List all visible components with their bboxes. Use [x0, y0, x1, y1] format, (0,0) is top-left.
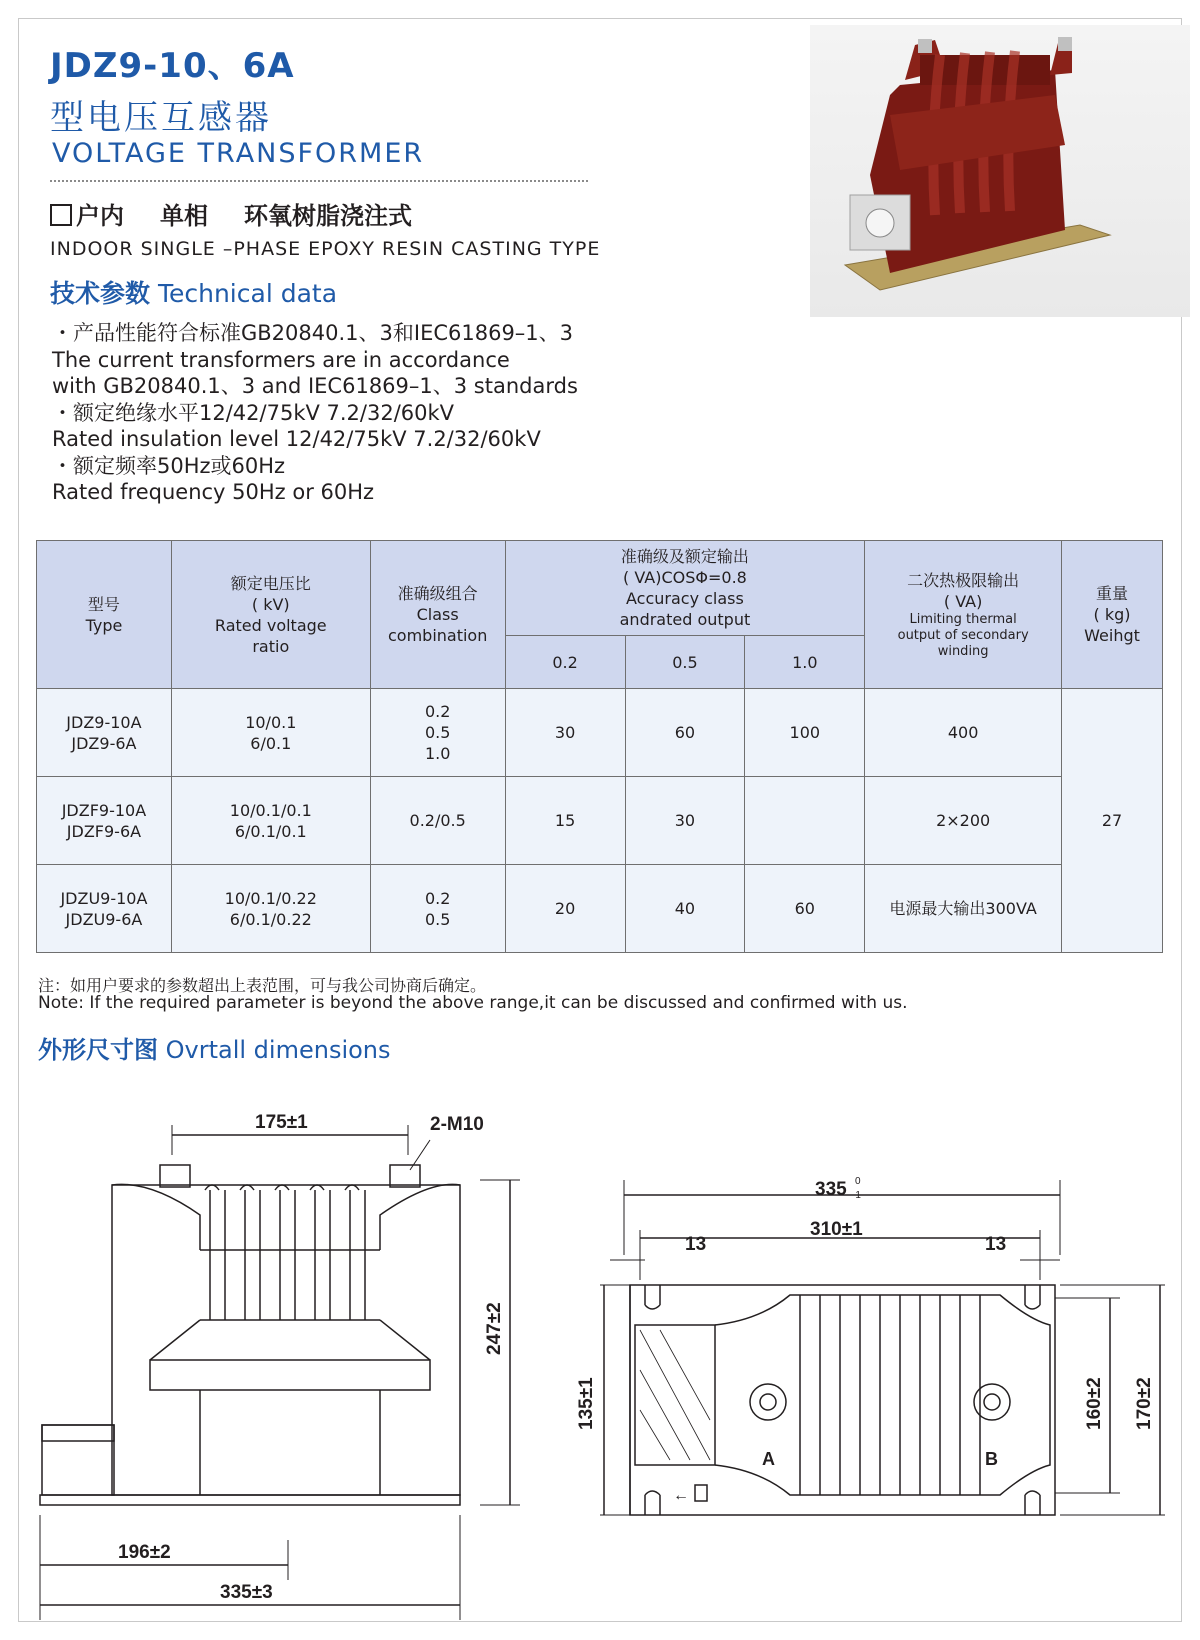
header-limit: 二次热极限输出 ( VA) Limiting thermal output of secondary winding	[865, 541, 1062, 689]
divider	[50, 180, 588, 182]
top-view-drawing	[600, 1180, 1165, 1515]
english-title: VOLTAGE TRANSFORMER	[52, 138, 425, 169]
header-acc-05: 0.5	[625, 636, 745, 689]
weight-cell: 27	[1062, 689, 1163, 953]
spec-list	[52, 320, 578, 506]
subtitle-single-phase: 单相	[160, 202, 208, 230]
product-photo	[810, 25, 1190, 317]
spec-line: ・产品性能符合标准GB20840.1、3和IEC61869–1、3	[52, 321, 574, 345]
dim-overall-335: 335	[815, 1179, 847, 1200]
header-weight: 重量 ( kg) Weihgt	[1062, 541, 1163, 689]
subtitle-indoor: 户内	[76, 202, 124, 230]
header-class: 准确级组合 Class combination	[370, 541, 505, 689]
spec-line: Rated frequency 50Hz or 60Hz	[52, 480, 375, 504]
model-title: JDZ9-10、6A	[50, 46, 295, 86]
terminal-a-label: A	[762, 1449, 775, 1469]
dimensions-heading: 外形尺寸图 Ovrtall dimensions	[38, 1036, 391, 1064]
spec-line: ・额定频率50Hz或60Hz	[52, 453, 286, 478]
dim-tol-down: -1	[852, 1190, 861, 1201]
tech-heading-en: Technical data	[157, 279, 338, 308]
header-acc-10: 1.0	[745, 636, 865, 689]
header-accuracy: 准确级及额定输出 ( VA)COSΦ=0.8 Accuracy class andrated output	[505, 541, 865, 636]
spec-line: The current transformers are in accordance	[52, 347, 510, 372]
dim-height-247: 247±2	[484, 1302, 505, 1355]
table-row: JDZ9-10A JDZ9-6A 10/0.1 6/0.1 0.2 0.5 1.0 30 60 100 400 27	[37, 689, 1163, 777]
table-row: JDZF9-10A JDZF9-6A 10/0.1/0.1 6/0.1/0.1 0.2/0.5 15 30 2×200	[37, 777, 1163, 865]
dim-slot-310: 310±1	[810, 1219, 863, 1240]
subtitle-chinese	[50, 196, 412, 231]
terminal-b-label: B	[985, 1449, 998, 1469]
technical-data-heading	[50, 274, 337, 310]
dim-135: 135±1	[576, 1377, 597, 1430]
chinese-title: 型电压互感器	[50, 98, 272, 138]
header-ratio: 额定电压比 ( kV) Rated voltage ratio	[171, 541, 370, 689]
spec-line: with GB20840.1、3 and IEC61869–1、3 standards	[52, 374, 578, 398]
checkbox-icon	[50, 204, 72, 226]
header-acc-02: 0.2	[505, 636, 625, 689]
arrow-icon: ←	[673, 1487, 689, 1504]
dim-bolt: 2-M10	[430, 1114, 484, 1135]
transformer-illustration	[810, 25, 1190, 317]
spec-line: Rated insulation level 12/42/75kV 7.2/32/60kV	[52, 427, 541, 451]
dim-top-175: 175±1	[255, 1112, 308, 1133]
spec-line: ・额定绝缘水平12/42/75kV 7.2/32/60kV	[52, 400, 455, 425]
front-view-drawing	[40, 1125, 520, 1620]
header-type: 型号 Type	[37, 541, 172, 689]
subtitle-epoxy: 环氧树脂浇注式	[244, 202, 412, 230]
dim-base-335: 335±3	[220, 1582, 273, 1603]
dim-170: 170±2	[1134, 1377, 1155, 1430]
parameter-table	[36, 540, 1163, 953]
note-english: Note: If the required parameter is beyond the above range,it can be discussed and confirmed with us.	[38, 993, 908, 1013]
dimension-drawings	[0, 1080, 1200, 1620]
dim-base-196: 196±2	[118, 1542, 171, 1563]
note-chinese: 注：如用户要求的参数超出上表范围，可与我公司协商后确定。	[38, 976, 487, 995]
dim-tol-up: 0	[855, 1176, 861, 1187]
table-row: JDZU9-10A JDZU9-6A 10/0.1/0.22 6/0.1/0.22 0.2 0.5 20 40 60 电源最大输出300VA	[37, 865, 1163, 953]
tech-heading-cn: 技术参数	[50, 279, 151, 308]
dim-160: 160±2	[1084, 1377, 1105, 1430]
dim-right-13: 13	[985, 1234, 1007, 1255]
subtitle-english: INDOOR SINGLE –PHASE EPOXY RESIN CASTING TYPE	[50, 238, 601, 260]
dim-left-13: 13	[685, 1234, 707, 1255]
